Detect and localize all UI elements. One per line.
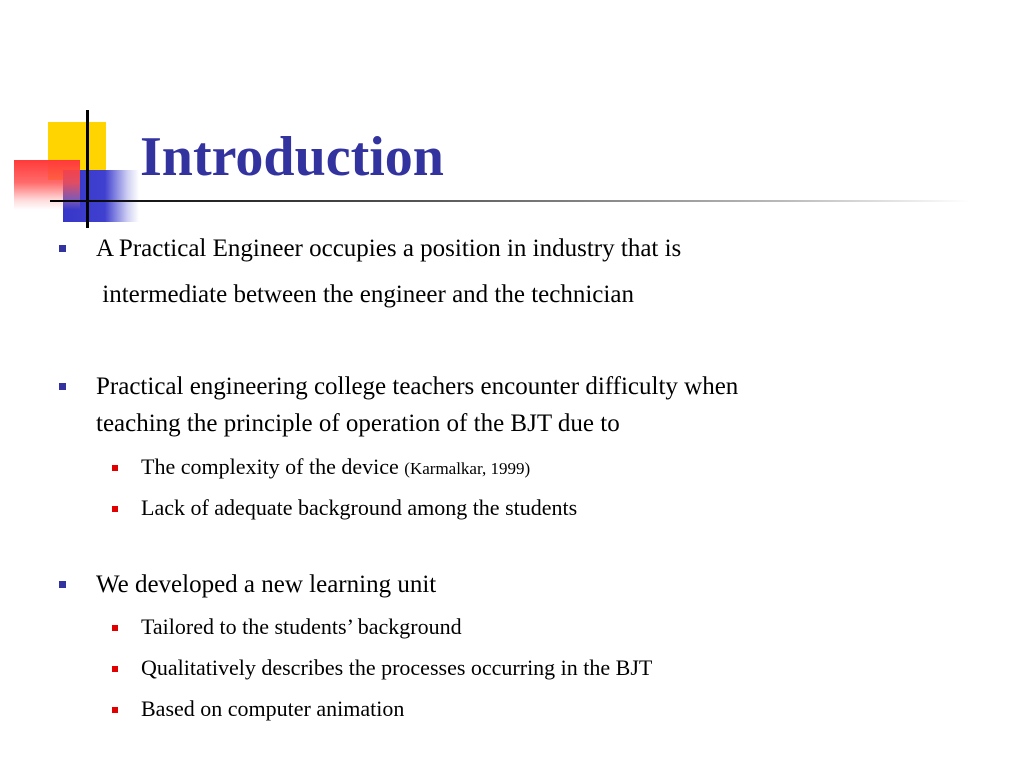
sub-bullet-text: Qualitatively describes the processes occurring in the BJT	[141, 655, 653, 680]
bullet-1	[96, 230, 976, 313]
bullet-3	[96, 566, 976, 603]
sub-bullet-square-icon	[112, 506, 118, 512]
sub-bullet-3-2	[141, 653, 941, 683]
sub-bullet-text: Lack of adequate background among the students	[141, 495, 578, 520]
bullet-2-line-2: teaching the principle of operation of the BJT due to	[96, 410, 620, 437]
bullet-3-line-1: We developed a new learning unit	[96, 571, 437, 598]
bullet-2-line-1: Practical engineering college teachers encounter difficulty when	[96, 373, 739, 400]
sub-bullet-2-2	[141, 493, 941, 523]
title-underline	[50, 200, 970, 202]
citation: (Karmalkar, 1999)	[404, 459, 531, 478]
sub-bullet-square-icon	[112, 625, 118, 631]
slide-title: Introduction	[140, 126, 444, 188]
sub-bullet-2-1	[141, 452, 941, 484]
sub-bullet-3-1	[141, 612, 941, 642]
bullet-1-line-1: A Practical Engineer occupies a position in industry that is	[96, 235, 682, 262]
bullet-square-icon	[59, 581, 66, 588]
sub-bullet-3-3	[141, 694, 941, 724]
decor-vertical-line	[86, 110, 89, 228]
sub-bullet-square-icon	[112, 465, 118, 471]
sub-bullet-text: Tailored to the students’ background	[141, 614, 462, 639]
bullet-square-icon	[59, 383, 66, 390]
bullet-square-icon	[59, 245, 66, 252]
sub-bullet-text: Based on computer animation	[141, 696, 405, 721]
sub-bullet-square-icon	[112, 707, 118, 713]
sub-bullet-square-icon	[112, 666, 118, 672]
bullet-2	[96, 368, 976, 442]
bullet-1-line-2: intermediate between the engineer and the technician	[96, 281, 634, 308]
decor-red-square	[14, 160, 80, 210]
sub-bullet-text: The complexity of the device	[141, 454, 405, 479]
